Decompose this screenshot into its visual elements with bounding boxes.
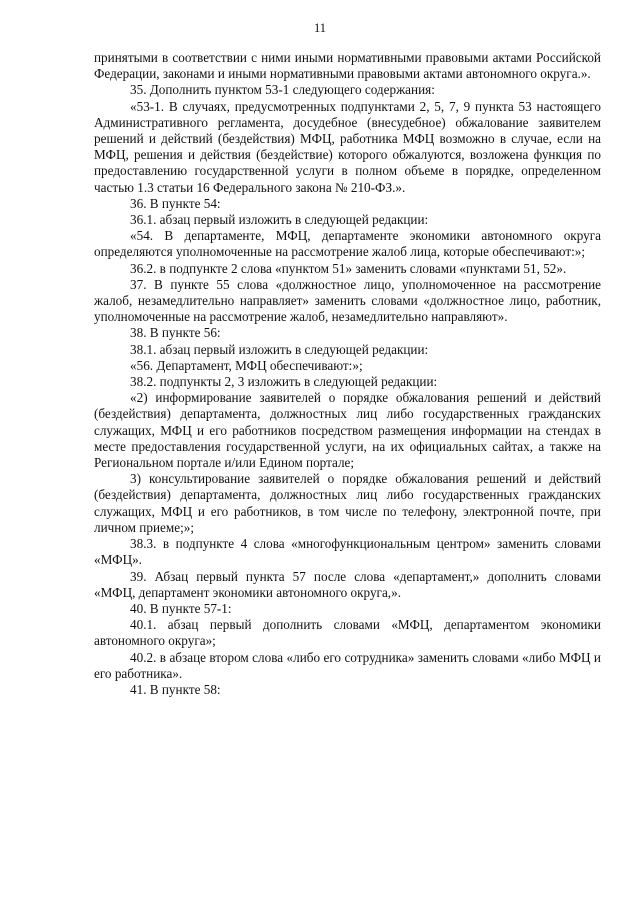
paragraph: 40.2. в абзаце втором слова «либо его сотрудника» заменить словами «либо МФЦ и его работника». [94, 649, 601, 681]
paragraph: «54. В департаменте, МФЦ, департаменте экономики автономного округа определяются уполномоченные на рассмотрение жалоб лица, которые обеспечивают:»; [94, 228, 601, 260]
document-body [94, 50, 601, 698]
paragraph: 36.2. в подпункте 2 слова «пунктом 51» заменить словами «пунктами 51, 52». [130, 260, 567, 276]
paragraph: 36.1. абзац первый изложить в следующей редакции: [130, 212, 429, 228]
paragraph: 37. В пункте 55 слова «должностное лицо, уполномоченное на рассмотрение жалоб, незамедлительно направляет» заменить словами «должностное лицо, работник, уполномоченные на рассмотрение жалоб, незамедлительно направляют». [94, 276, 601, 325]
paragraph: «2) информирование заявителей о порядке обжалования решений и действий (бездействия) департамента, должностных лиц либо государственных гражданских служащих, МФЦ и его работников посредством размещения информации на стендах в месте предоставления государственной услуги, на их официальных сайтах, а также на Региональном портале и/или Едином портале; [94, 390, 601, 471]
paragraph: 40.1. абзац первый дополнить словами «МФЦ, департаментом экономики автономного округа»; [94, 617, 601, 649]
paragraph: 40. В пункте 57-1: [130, 600, 232, 616]
paragraph: 36. В пункте 54: [130, 195, 221, 211]
paragraph: принятыми в соответствии с ними иными нормативными правовыми актами Российской Федерации, законами и иными нормативными правовыми актами автономного округа.». [94, 50, 601, 82]
paragraph: 41. В пункте 58: [130, 681, 221, 697]
paragraph: 38.1. абзац первый изложить в следующей редакции: [130, 341, 429, 357]
paragraph: 38.3. в подпункте 4 слова «многофункциональным центром» заменить словами «МФЦ». [94, 536, 601, 568]
paragraph: 35. Дополнить пунктом 53-1 следующего содержания: [130, 82, 435, 98]
paragraph: 38.2. подпункты 2, 3 изложить в следующей редакции: [130, 374, 438, 390]
page-number: 11 [313, 21, 327, 35]
paragraph: «56. Департамент, МФЦ обеспечивают:»; [130, 357, 363, 373]
paragraph: 38. В пункте 56: [130, 325, 221, 341]
paragraph: «53-1. В случаях, предусмотренных подпунктами 2, 5, 7, 9 пункта 53 настоящего Административного регламента, досудебное (внесудебное) обжалование заявителем решений и действий (бездействия) МФЦ, работника МФЦ возможно в случае, если на МФЦ, решения и действия (бездействие) которого обжалуются, возложена функция по предоставлению государственной услуги в полном объеме в порядке, определенном частью 1.3 статьи 16 Федерального закона № 210-ФЗ.». [94, 98, 601, 195]
paragraph: 39. Абзац первый пункта 57 после слова «департамент,» дополнить словами «МФЦ, департамент экономики автономного округа,». [94, 568, 601, 600]
paragraph: 3) консультирование заявителей о порядке обжалования решений и действий (бездействия) департамента, должностных лиц либо государственных гражданских служащих, МФЦ и его работников, в том числе по телефону, электронной почте, при личном приеме;»; [94, 471, 601, 535]
